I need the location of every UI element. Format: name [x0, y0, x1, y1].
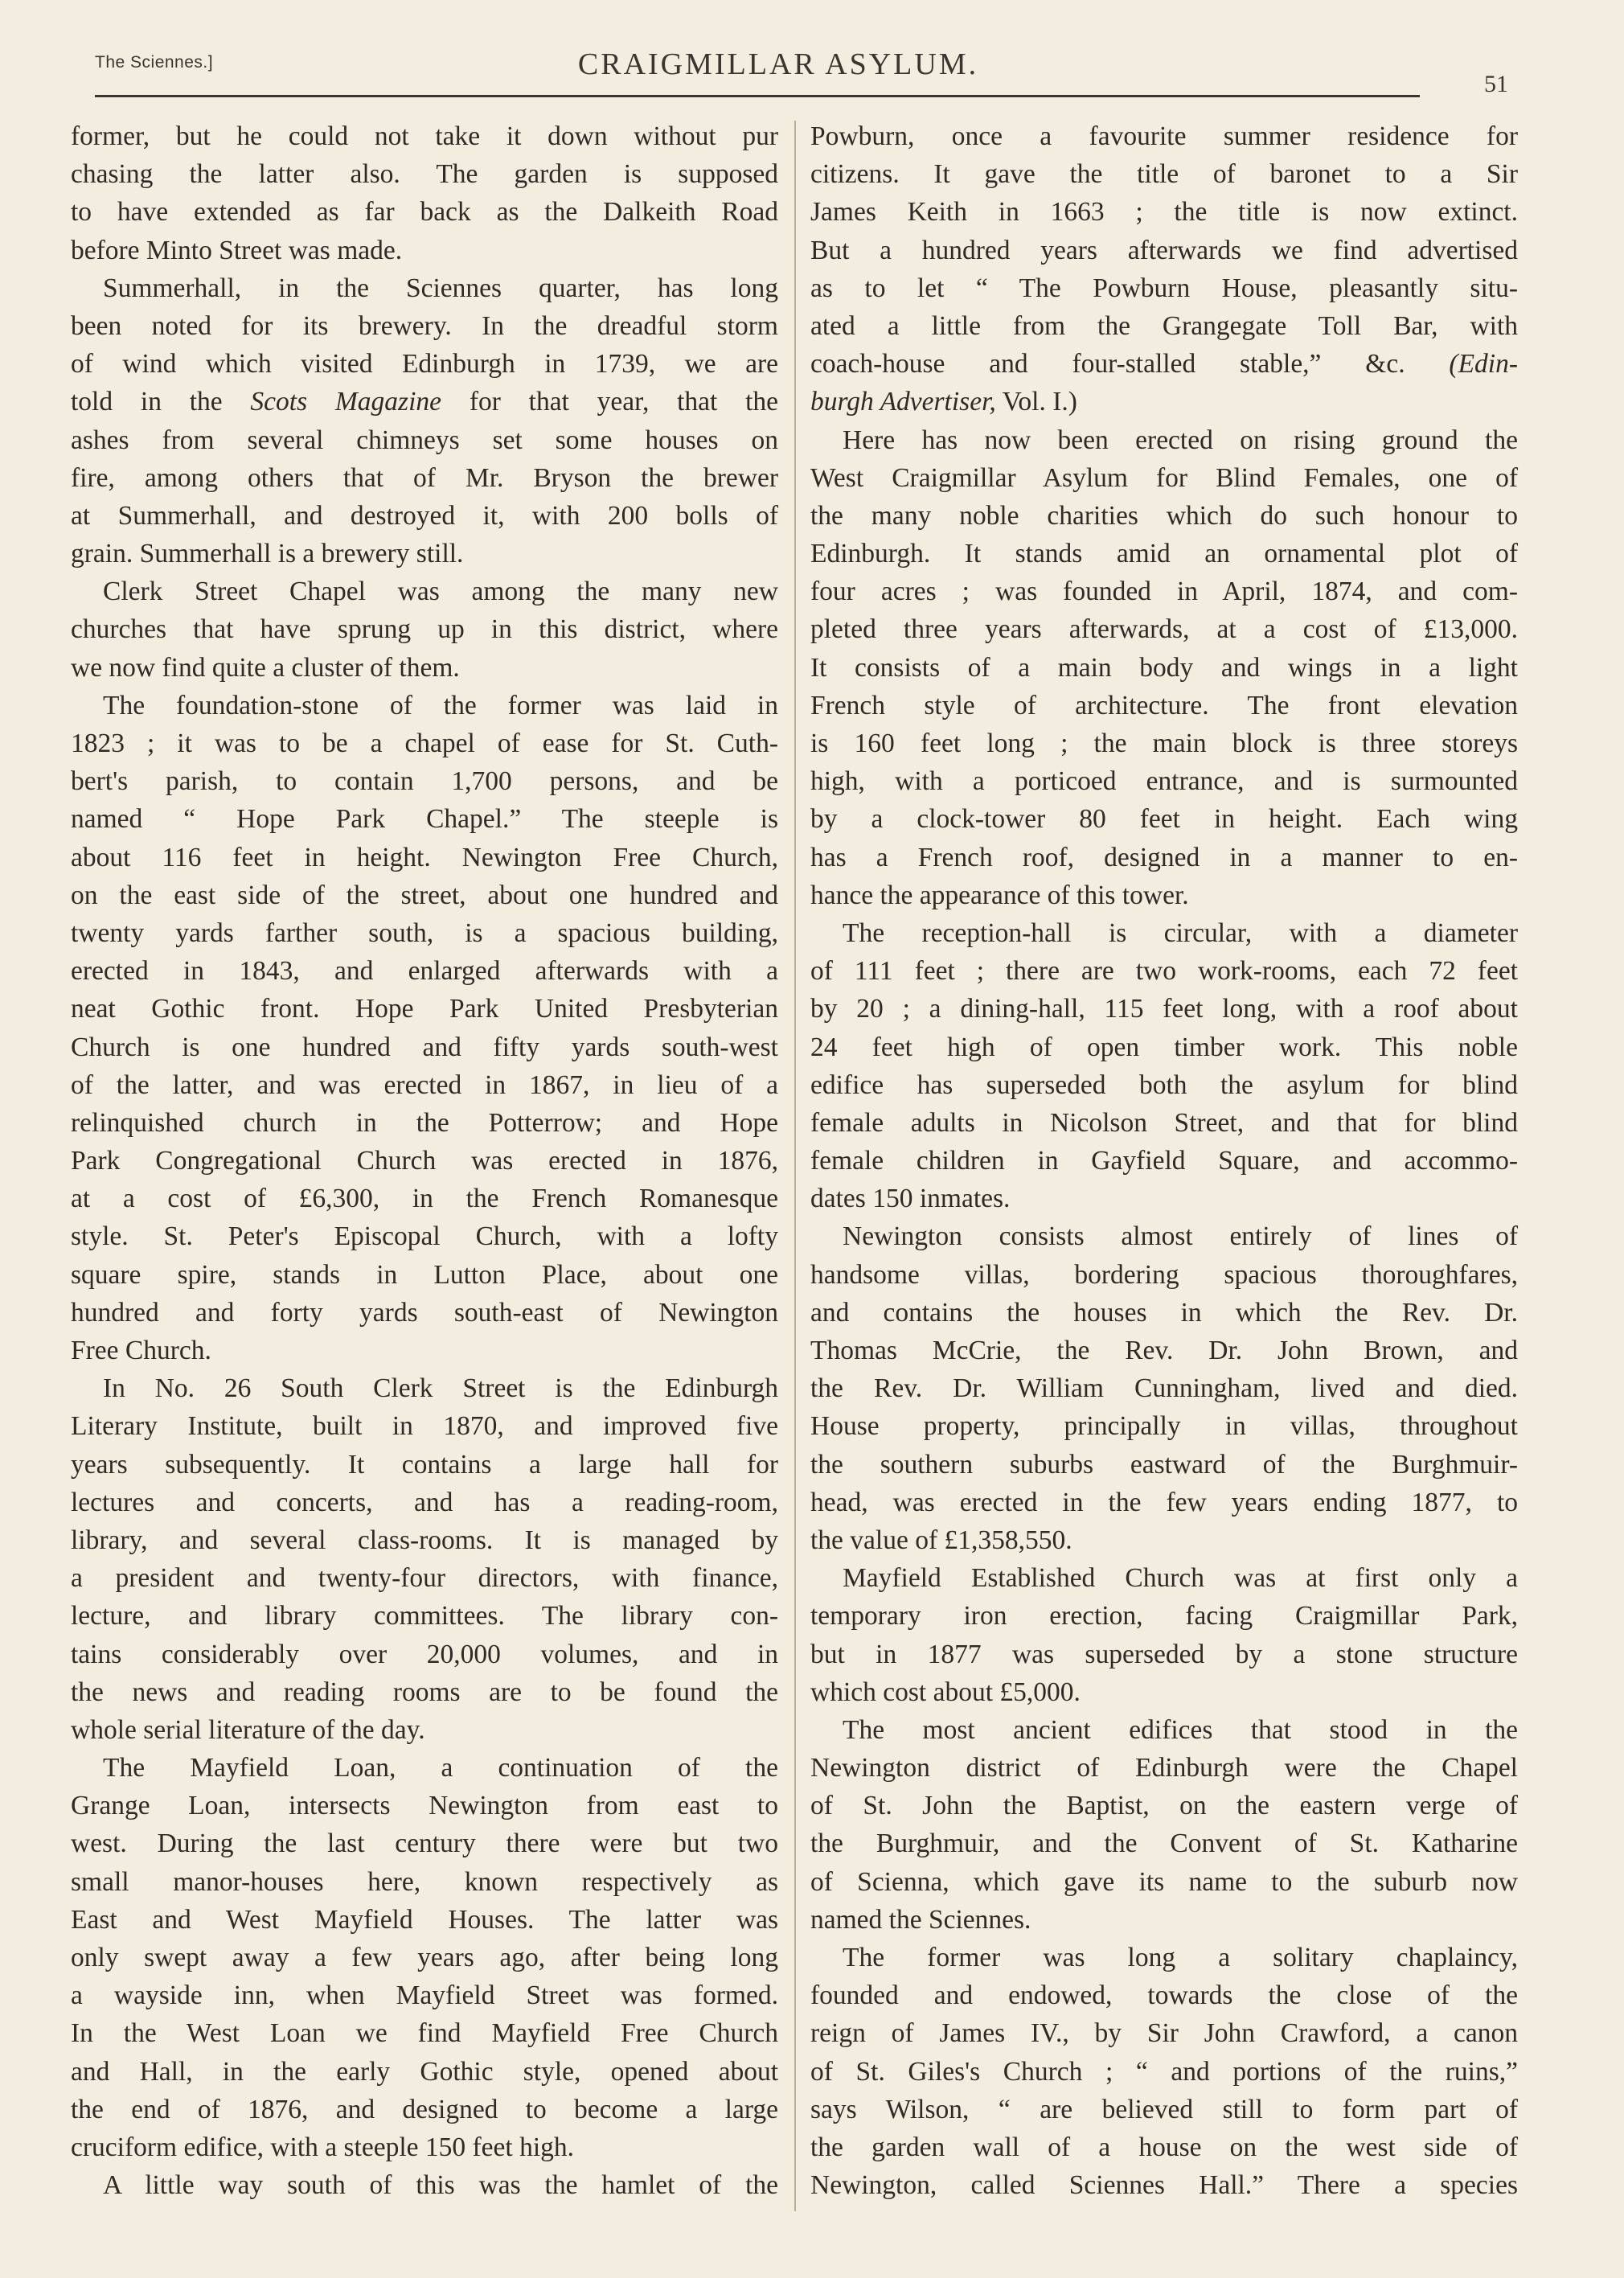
text-line: Grange Loan, intersects Newington from east to	[71, 1791, 778, 1821]
text-line: named the Sciennes.	[810, 1904, 1031, 1935]
text-line: citizens. It gave the title of baronet to a Sir	[810, 159, 1518, 190]
text-line: Newington consists almost entirely of lines of	[843, 1221, 1518, 1252]
text-line: founded and endowed, towards the close of the	[810, 1980, 1518, 2011]
text-line: been noted for its brewery. In the dreadful storm	[71, 310, 778, 341]
text-line: ated a little from the Grangegate Toll Bar, with	[810, 310, 1518, 341]
text-line: Park Congregational Church was erected in 1876,	[71, 1146, 778, 1176]
text-line: the garden wall of a house on the west side of	[810, 2132, 1518, 2162]
text-line: but in 1877 was superseded by a stone structure	[810, 1639, 1518, 1669]
text-line: only swept away a few years ago, after being long	[71, 1943, 778, 1972]
text-line: tains considerably over 20,000 volumes, and in	[71, 1639, 778, 1669]
text-line: burgh Advertiser, Vol. I.)	[810, 387, 1077, 417]
text-line: a president and twenty-four directors, with finance,	[71, 1563, 778, 1594]
text-line: East and West Mayfield Houses. The latter was	[71, 1904, 778, 1935]
text-line: small manor-houses here, known respectively as	[71, 1866, 778, 1897]
text-line: But a hundred years afterwards we find advertised	[810, 235, 1518, 265]
text-line: whole serial literature of the day.	[71, 1714, 425, 1745]
text-line: Edinburgh. It stands amid an ornamental plot of	[810, 539, 1518, 569]
text-line: cruciform edifice, with a steeple 150 feet high.	[71, 2132, 575, 2162]
text-line: the southern suburbs eastward of the Burghmuir-	[810, 1449, 1518, 1480]
text-line: four acres ; was founded in April, 1874, and com-	[810, 577, 1518, 607]
text-line: of the latter, and was erected in 1867, in lieu of a	[71, 1069, 778, 1100]
text-line: Newington, called Sciennes Hall.” There a species	[810, 2170, 1518, 2201]
text-line: hance the appearance of this tower.	[810, 880, 1189, 910]
text-line: twenty yards farther south, is a spacious building,	[71, 917, 778, 948]
text-line: Newington district of Edinburgh were the Chapel	[810, 1753, 1518, 1783]
text-line: west. During the last century there were but two	[71, 1829, 778, 1859]
text-line: handsome villas, bordering spacious thoroughfares,	[810, 1259, 1518, 1290]
text-line: ashes from several chimneys set some houses on	[71, 425, 778, 455]
text-line: by a clock-tower 80 feet in height. Each wing	[810, 804, 1518, 835]
running-title: CRAIGMILLAR ASYLUM.	[577, 47, 979, 81]
text-line: the end of 1876, and designed to become a large	[71, 2094, 778, 2124]
text-line: the value of £1,358,550.	[810, 1525, 1072, 1555]
text-line: pleted three years afterwards, at a cost of £13,000.	[810, 614, 1518, 645]
text-line: has a French roof, designed in a manner to en-	[810, 842, 1518, 872]
text-line: the Rev. Dr. William Cunningham, lived and died.	[810, 1373, 1518, 1404]
text-line: The reception-hall is circular, with a diameter	[843, 917, 1518, 948]
text-line: about 116 feet in height. Newington Free Church,	[71, 842, 778, 872]
text-line: Thomas McCrie, the Rev. Dr. John Brown, and	[810, 1336, 1518, 1365]
text-line: The foundation-stone of the former was laid in	[103, 690, 778, 720]
text-line: hundred and forty yards south-east of Newington	[71, 1297, 778, 1328]
text-line: churches that have sprung up in this district, where	[71, 614, 778, 645]
text-line: 24 feet high of open timber work. This noble	[810, 1032, 1518, 1062]
text-line: West Craigmillar Asylum for Blind Females, one of	[810, 462, 1518, 493]
text-line: before Minto Street was made.	[71, 235, 403, 265]
text-line: as to let “ The Powburn House, pleasantly situ-	[810, 273, 1518, 303]
text-line: A little way south of this was the hamlet of the	[103, 2170, 778, 2201]
text-line: at Summerhall, and destroyed it, with 200 bolls of	[71, 500, 778, 531]
text-line: says Wilson, “ are believed still to form part of	[810, 2094, 1518, 2124]
text-line: Here has now been erected on rising ground the	[843, 425, 1518, 455]
text-line: edifice has superseded both the asylum for blind	[810, 1069, 1518, 1100]
page-number: 51	[1484, 71, 1508, 97]
text-line: high, with a porticoed entrance, and is surmounted	[810, 766, 1518, 797]
text-line: French style of architecture. The front elevation	[810, 690, 1518, 720]
text-line: square spire, stands in Lutton Place, about one	[71, 1259, 778, 1290]
text-line: In the West Loan we find Mayfield Free Church	[71, 2018, 778, 2049]
text-line: temporary iron erection, facing Craigmillar Park,	[810, 1601, 1518, 1632]
text-line: former, but he could not take it down without pur	[71, 121, 778, 151]
text-line: Church is one hundred and fifty yards south-west	[71, 1032, 778, 1062]
text-line: lectures and concerts, and has a reading-room,	[71, 1487, 778, 1517]
text-line: James Keith in 1663 ; the title is now extinct.	[810, 197, 1518, 228]
text-line: chasing the latter also. The garden is supposed	[71, 159, 778, 190]
text-line: style. St. Peter's Episcopal Church, with a lofty	[71, 1221, 778, 1252]
left-column	[71, 117, 778, 2204]
text-line: of wind which visited Edinburgh in 1739, we are	[71, 349, 778, 380]
text-line: erected in 1843, and enlarged afterwards with a	[71, 956, 778, 987]
text-line: told in the Scots Magazine for that year, that the	[71, 387, 779, 417]
text-line: at a cost of £6,300, in the French Romanesque	[71, 1184, 778, 1214]
text-line: on the east side of the street, about one hundred and	[71, 880, 778, 910]
text-line: lecture, and library committees. The library con-	[71, 1601, 778, 1632]
column-divider	[794, 121, 796, 2211]
text-line: House property, principally in villas, throughout	[810, 1411, 1518, 1442]
text-line: of Scienna, which gave its name to the suburb now	[810, 1866, 1518, 1897]
text-line: is 160 feet long ; the main block is three storeys	[810, 729, 1518, 758]
text-line: years subsequently. It contains a large hall for	[71, 1449, 778, 1480]
text-line: coach-house and four-stalled stable,” &c. (Edin-	[810, 349, 1519, 380]
header-rule	[95, 95, 1420, 97]
text-line: 1823 ; it was to be a chapel of ease for St. Cuth-	[71, 729, 778, 758]
text-line: and contains the houses in which the Rev. Dr.	[810, 1297, 1518, 1328]
text-line: female adults in Nicolson Street, and that for blind	[810, 1107, 1518, 1138]
text-line: female children in Gayfield Square, and accommo-	[810, 1146, 1518, 1176]
text-line: reign of James IV., by Sir John Crawford, a canon	[810, 2018, 1518, 2049]
text-line: The former was long a solitary chaplaincy,	[843, 1943, 1518, 1972]
text-line: grain. Summerhall is a brewery still.	[71, 539, 464, 569]
text-line: to have extended as far back as the Dalkeith Road	[71, 197, 778, 228]
text-line: of St. Giles's Church ; “ and portions of the ruins,”	[810, 2056, 1518, 2087]
text-line: we now find quite a cluster of them.	[71, 652, 460, 683]
text-line: a wayside inn, when Mayfield Street was formed.	[71, 1980, 778, 2011]
text-line: of St. John the Baptist, on the eastern verge of	[810, 1791, 1518, 1821]
text-line: neat Gothic front. Hope Park United Presbyterian	[71, 994, 778, 1024]
text-line: the news and reading rooms are to be found the	[71, 1677, 778, 1707]
text-line: of 111 feet ; there are two work-rooms, each 72 feet	[810, 956, 1518, 987]
text-line: Literary Institute, built in 1870, and improved five	[71, 1411, 778, 1442]
text-line: by 20 ; a dining-hall, 115 feet long, with a roof about	[810, 994, 1518, 1024]
text-line: which cost about £5,000.	[810, 1677, 1081, 1707]
text-line: the many noble charities which do such honour to	[810, 500, 1518, 531]
text-line: Summerhall, in the Sciennes quarter, has long	[103, 273, 778, 303]
text-line: library, and several class-rooms. It is managed by	[71, 1525, 778, 1555]
text-line: It consists of a main body and wings in a light	[810, 652, 1518, 683]
text-line: dates 150 inmates.	[810, 1184, 1011, 1214]
text-line: In No. 26 South Clerk Street is the Edinburgh	[103, 1373, 778, 1404]
running-head-left: The Sciennes.]	[95, 53, 214, 72]
text-line: Clerk Street Chapel was among the many new	[103, 577, 778, 607]
text-line: relinquished church in the Potterrow; and Hope	[71, 1107, 778, 1138]
right-column	[810, 117, 1518, 2204]
text-line: the Burghmuir, and the Convent of St. Katharine	[810, 1829, 1518, 1859]
text-line: fire, among others that of Mr. Bryson the brewer	[71, 462, 778, 493]
text-line: head, was erected in the few years ending 1877, to	[810, 1487, 1518, 1517]
text-line: The Mayfield Loan, a continuation of the	[103, 1753, 778, 1783]
text-line: Powburn, once a favourite summer residence for	[810, 121, 1518, 151]
text-line: The most ancient edifices that stood in the	[843, 1714, 1518, 1745]
text-line: Free Church.	[71, 1336, 211, 1365]
text-line: and Hall, in the early Gothic style, opened about	[71, 2056, 778, 2087]
text-line: named “ Hope Park Chapel.” The steeple is	[71, 804, 778, 835]
text-line: bert's parish, to contain 1,700 persons, and be	[71, 766, 778, 797]
text-line: Mayfield Established Church was at first only a	[843, 1563, 1518, 1594]
